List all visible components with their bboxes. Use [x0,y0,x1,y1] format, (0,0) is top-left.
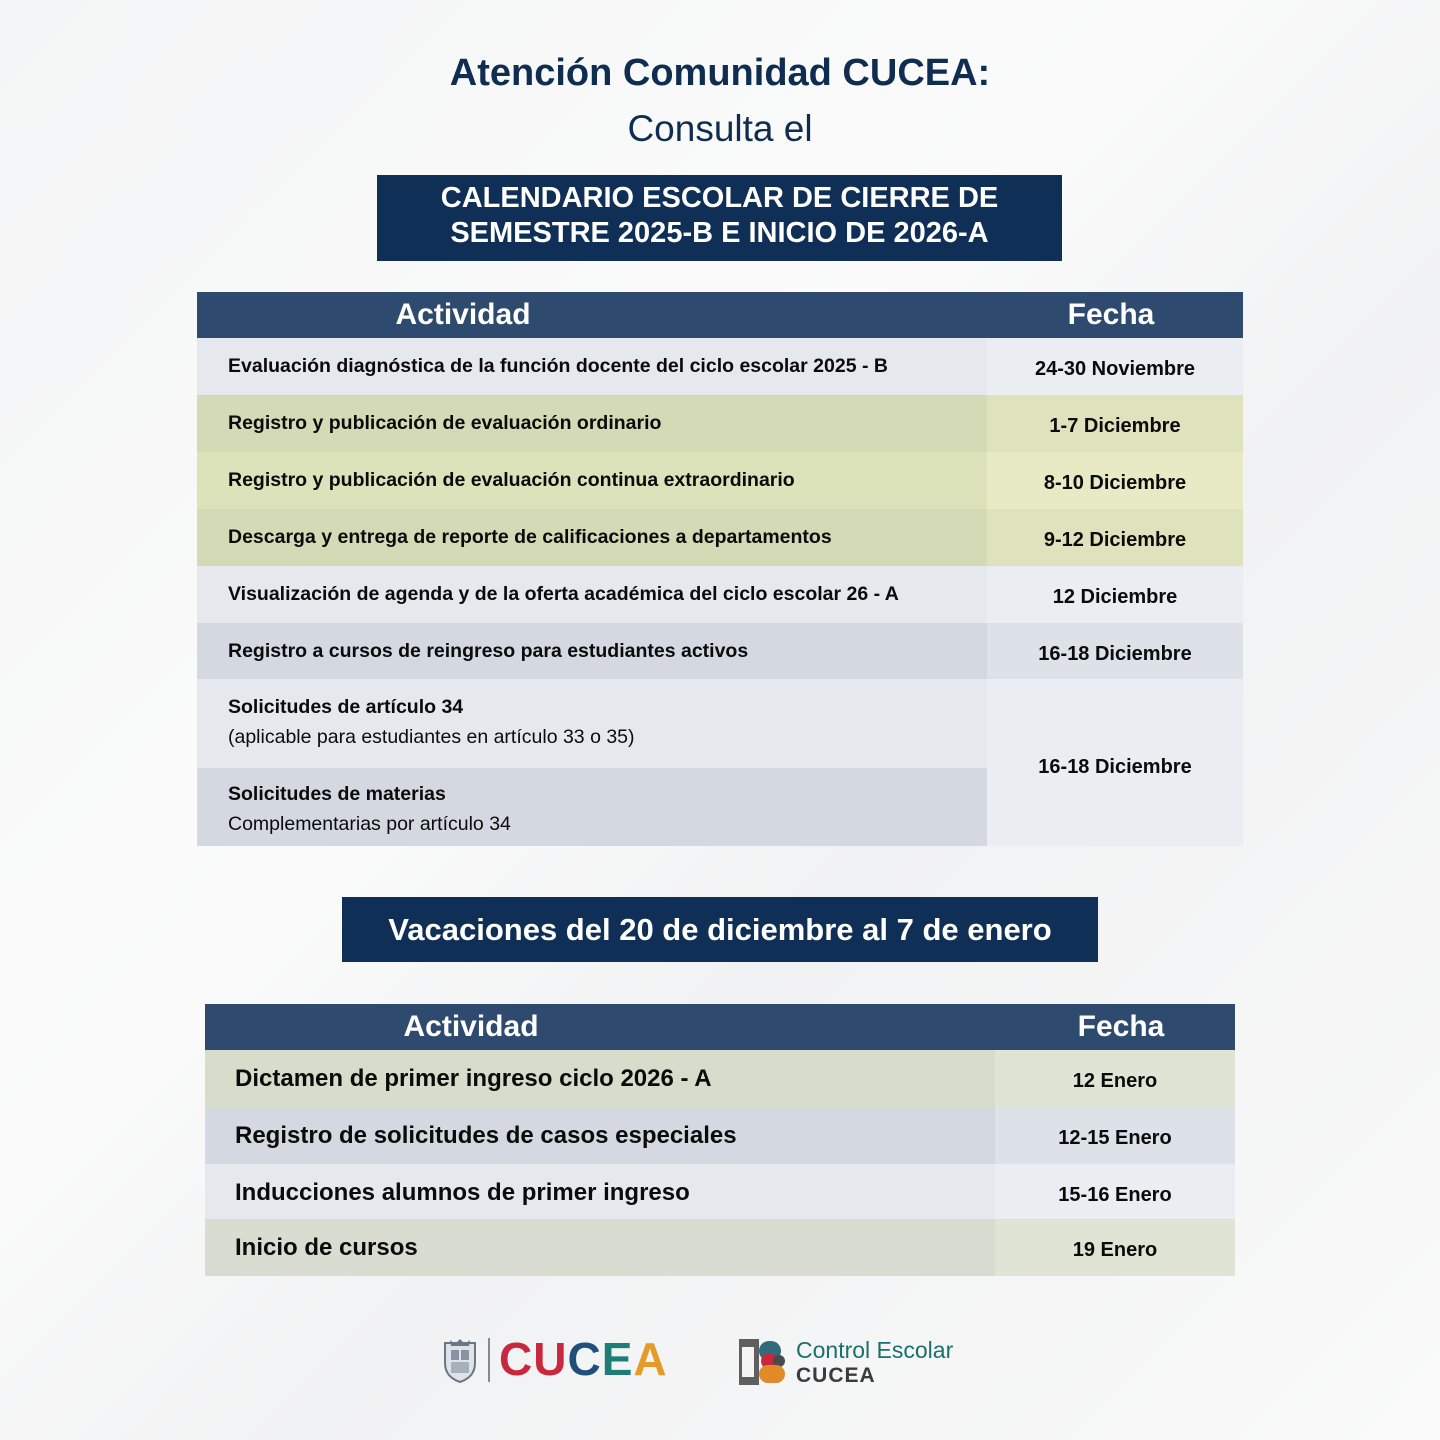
logo-line-1: Control Escolar [796,1337,954,1363]
column-header-activity: Actividad [395,298,531,331]
table-row [205,1219,1235,1276]
date-cell: 1-7 Diciembre [987,395,1243,452]
table-row [205,1050,1235,1107]
activity-cell: Inducciones alumnos de primer ingreso [205,1164,995,1219]
table-row [205,1107,1235,1164]
banner-line-1: CALENDARIO ESCOLAR DE CIERRE DE [440,182,999,214]
logo-divider [488,1338,490,1382]
vacation-banner: Vacaciones del 20 de diciembre al 7 de enero [342,897,1098,962]
cucea-letter: C [499,1333,534,1385]
page-title: Atención Comunidad CUCEA: [449,52,991,94]
activity-cell: Visualización de agenda y de la oferta académica del ciclo escolar 26 - A [197,566,987,623]
date-cell: 12 Enero [995,1050,1235,1107]
date-cell: 15-16 Enero [995,1164,1235,1219]
opening-calendar-table [205,1004,1235,1276]
activity-cell: Registro y publicación de evaluación ordinario [197,395,987,452]
activity-cell: Inicio de cursos [205,1219,995,1276]
date-cell: 12 Diciembre [987,566,1243,623]
column-header-date: Fecha [1067,298,1155,331]
cucea-letter: A [633,1333,668,1385]
table-row [197,452,1243,509]
activity-cell: Dictamen de primer ingreso ciclo 2026 - A [205,1050,995,1107]
page-subtitle: Consulta el [627,108,813,149]
activity-cell [197,768,987,846]
table-row-merged [197,679,1243,846]
activity-note: Complementarias por artículo 34 [228,813,511,835]
university-seal-icon [441,1337,479,1383]
activity-note: (aplicable para estudiantes en artículo 33 o 35) [228,726,635,748]
table-row [197,623,1243,679]
date-cell: 19 Enero [995,1219,1235,1276]
activity-cell: Registro y publicación de evaluación continua extraordinario [197,452,987,509]
closing-calendar-table [197,292,1243,846]
activity-cell [197,679,987,768]
cucea-letter: U [533,1333,568,1385]
date-cell: 9-12 Diciembre [987,509,1243,566]
column-header-date: Fecha [1077,1010,1165,1043]
activity-cell: Evaluación diagnóstica de la función docente del ciclo escolar 2025 - B [197,338,987,395]
table-row [197,338,1243,395]
cucea-letter: E [601,1333,634,1385]
table-row [197,566,1243,623]
date-cell: 8-10 Diciembre [987,452,1243,509]
activity-cell: Descarga y entrega de reporte de calificaciones a departamentos [197,509,987,566]
logo-line-2: CUCEA [796,1364,876,1387]
date-cell: 16-18 Diciembre [987,679,1243,846]
table-row [197,509,1243,566]
activity-title: Solicitudes de artículo 34 [228,696,464,718]
activity-cell: Registro a cursos de reingreso para estudiantes activos [197,623,987,679]
table-header [205,1004,1235,1050]
activity-title: Solicitudes de materias [228,783,446,805]
activity-cell: Registro de solicitudes de casos especiales [205,1107,995,1164]
calendar-title-banner [377,175,1062,261]
table-row [197,395,1243,452]
control-escolar-icon [739,1339,787,1385]
cucea-wordmark [499,1332,668,1386]
date-cell: 24-30 Noviembre [987,338,1243,395]
cucea-letter: C [567,1333,602,1385]
date-cell: 12-15 Enero [995,1107,1235,1164]
table-header [197,292,1243,338]
date-cell: 16-18 Diciembre [987,623,1243,679]
banner-line-2: SEMESTRE 2025-B E INICIO DE 2026-A [450,217,989,249]
table-row [205,1164,1235,1219]
column-header-activity: Actividad [403,1010,539,1043]
